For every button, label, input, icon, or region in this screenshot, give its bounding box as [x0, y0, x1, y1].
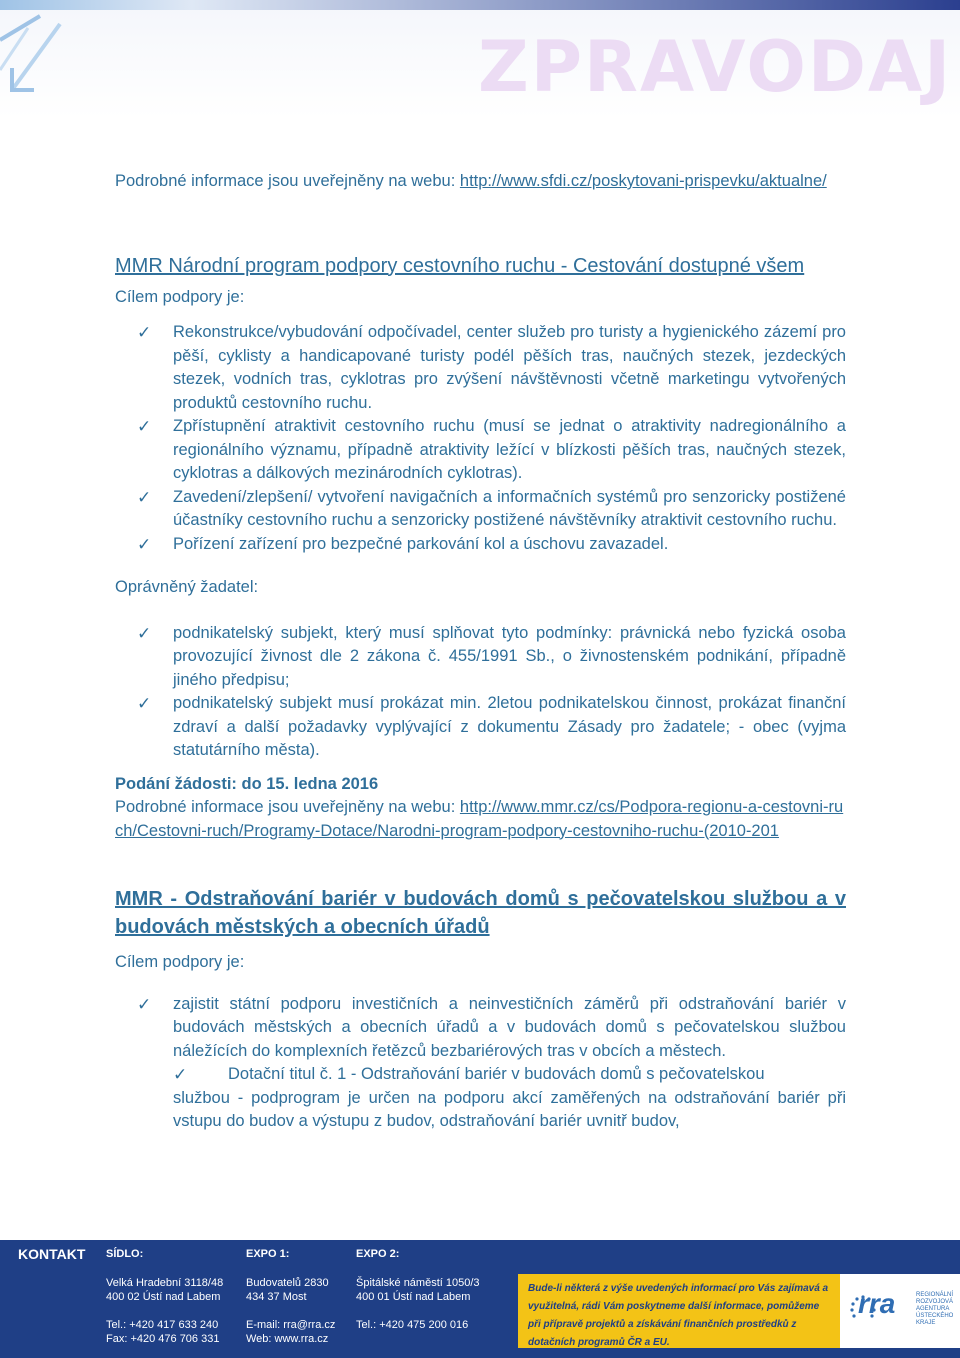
- list-item: ✓ podnikatelský subjekt, který musí splňovat tyto podmínky: právnická nebo fyzická osoba provozující živnost dle 2 zákona č. 455/1991 Sb., o živnostenském podnikání, případně jiného předpisu;: [137, 623, 846, 689]
- check-icon: ✓: [137, 994, 152, 1014]
- section1-goal-list: [115, 321, 846, 556]
- arrow-logo-icon: [0, 10, 70, 100]
- footer-expo2-label: EXPO 2:: [356, 1248, 400, 1260]
- list-item: ✓ Zpřístupnění atraktivit cestovního ruchu (musí se jednat o atraktivity nadregionálního a regionálního významu, případně atraktivity ležící v blízkosti pěších tras, naučných stezek, cyklotras a dálkových mezinárodních cyklotras).: [137, 417, 846, 482]
- check-icon: ✓: [137, 417, 152, 436]
- list-item: ✓ Zavedení/zlepšení/ vytvoření navigačních a informačních systémů pro senzoricky postižené účastníky cestovního ruchu a senzoricky postižené návštěvníky atraktivit cestovního ruchu.: [137, 487, 846, 529]
- footer-promo-box: Bude-li některá z výše uvedených informací pro Vás zajímavá a využitelná, rádi Vám poskytneme další informace, pomůžeme při přípravě projektů a získávání finančních prostředků z dotačních programů ČR a EU.: [518, 1274, 840, 1348]
- section1-goal-label: Cílem podpory je:: [115, 287, 245, 306]
- list-item: ✓ Pořízení zařízení pro bezpečné parkování kol a úschovu zavazadel.: [115, 533, 846, 557]
- newsletter-title: ZPRAVODAJ: [478, 26, 953, 108]
- header-strip: [0, 0, 960, 10]
- footer-expo1-address: Budovatelů 2830 434 37 Most: [246, 1277, 329, 1303]
- section1-info-paragraph: [115, 796, 846, 843]
- section1-applicant-label: Oprávněný žadatel:: [115, 578, 259, 596]
- section1-deadline: Podání žádosti: do 15. ledna 2016: [115, 774, 379, 793]
- section2-subtitle: ✓ Dotační titul č. 1 - Odstraňování bariér v budovách domů s pečovatelskou službou - podprogram je určen na podporu akcí zaměřených na odstraňování bariér při vstupu do budov a výstupu z budov, odstraňování bariér uvnitř budov,: [173, 1065, 846, 1130]
- rra-logo-subtitle: REGIONÁLNÍ ROZVOJOVÁ AGENTURA ÚSTECKÉHO KRAJE: [916, 1292, 954, 1326]
- intro-link[interactable]: http://www.sfdi.cz/poskytovani-prispevku/aktualne/: [459, 172, 827, 190]
- check-icon: ✓: [137, 623, 152, 643]
- document-body: [115, 170, 846, 1134]
- section1-applicant-list: [115, 622, 846, 763]
- rra-logo-text: rra: [858, 1288, 896, 1319]
- section2-goal-list: [115, 993, 846, 1064]
- intro-text: Podrobné informace jsou uveřejněny na webu:: [115, 172, 460, 190]
- list-item: ✓ zajistit státní podporu investičních a neinvestičních záměrů při odstraňování bariér v budovách městských a obecních úřadů a v budovách domů s pečovatelskou službou náležících do komplexních řetězců bezbariérových tras v obcích a městech.: [137, 994, 846, 1060]
- footer-sidlo-label: SÍDLO:: [106, 1248, 144, 1260]
- footer-expo1-contact: E-mail: rra@rra.cz Web: www.rra.cz: [246, 1319, 336, 1345]
- section2-goal-label: Cílem podpory je:: [115, 953, 245, 971]
- footer-expo2-phone: Tel.: +420 475 200 016: [356, 1319, 469, 1331]
- section1-info-text: Podrobné informace jsou uveřejněny na webu:: [115, 798, 460, 816]
- check-icon: ✓: [173, 1065, 188, 1084]
- footer-sidlo-address: Velká Hradební 3118/48 400 02 Ústí nad Labem: [106, 1277, 224, 1303]
- footer-expo2-address: Špitálské náměstí 1050/3 400 01 Ústí nad Labem: [356, 1277, 480, 1303]
- section2-title: MMR - Odstraňování bariér v budovách domů s pečovatelskou službou a v budovách městských a obecních úřadů: [115, 888, 846, 938]
- footer-expo1-label: EXPO 1:: [246, 1248, 290, 1260]
- check-icon: ✓: [137, 534, 152, 554]
- rra-logo: [840, 1274, 960, 1348]
- list-item: ✓ Rekonstrukce/vybudování odpočívadel, center služeb pro turisty a hygienického zázemí pro pěší, cyklisty a handicapované turisty podél pěších tras, naučných stezek, jezdeckých stezek, vodních tras, cyklotras pro zvýšení návštěvnosti včetně marketingu vytvořených produktů cestovního ruchu.: [137, 323, 846, 412]
- check-icon: ✓: [137, 694, 152, 713]
- section1-info-link[interactable]: http://www.mmr.cz/cs/Podpora-regionu-a-cestovni-ruch/Cestovni-ruch/Programy-Dotace/Narodni-program-podpory-cestovniho-ruchu-(2010-201: [115, 798, 844, 840]
- list-item: ✓ podnikatelský subjekt musí prokázat min. 2letou podnikatelskou činnost, prokázat finanční zdraví a další požadavky vyplývající z dokumentu Zásady pro žadatele; - obec (vyjma statutárního města).: [137, 694, 846, 759]
- footer-sidlo-phone: Tel.: +420 417 633 240 Fax: +420 476 706 331: [106, 1319, 220, 1345]
- section1-title: MMR Národní program podpory cestovního ruchu - Cestování dostupné všem: [115, 254, 805, 277]
- check-icon: ✓: [137, 323, 152, 342]
- footer-kontakt-label: KONTAKT: [18, 1246, 86, 1262]
- intro-paragraph: [115, 170, 846, 194]
- contact-footer: [0, 1240, 960, 1358]
- check-icon: ✓: [137, 487, 152, 507]
